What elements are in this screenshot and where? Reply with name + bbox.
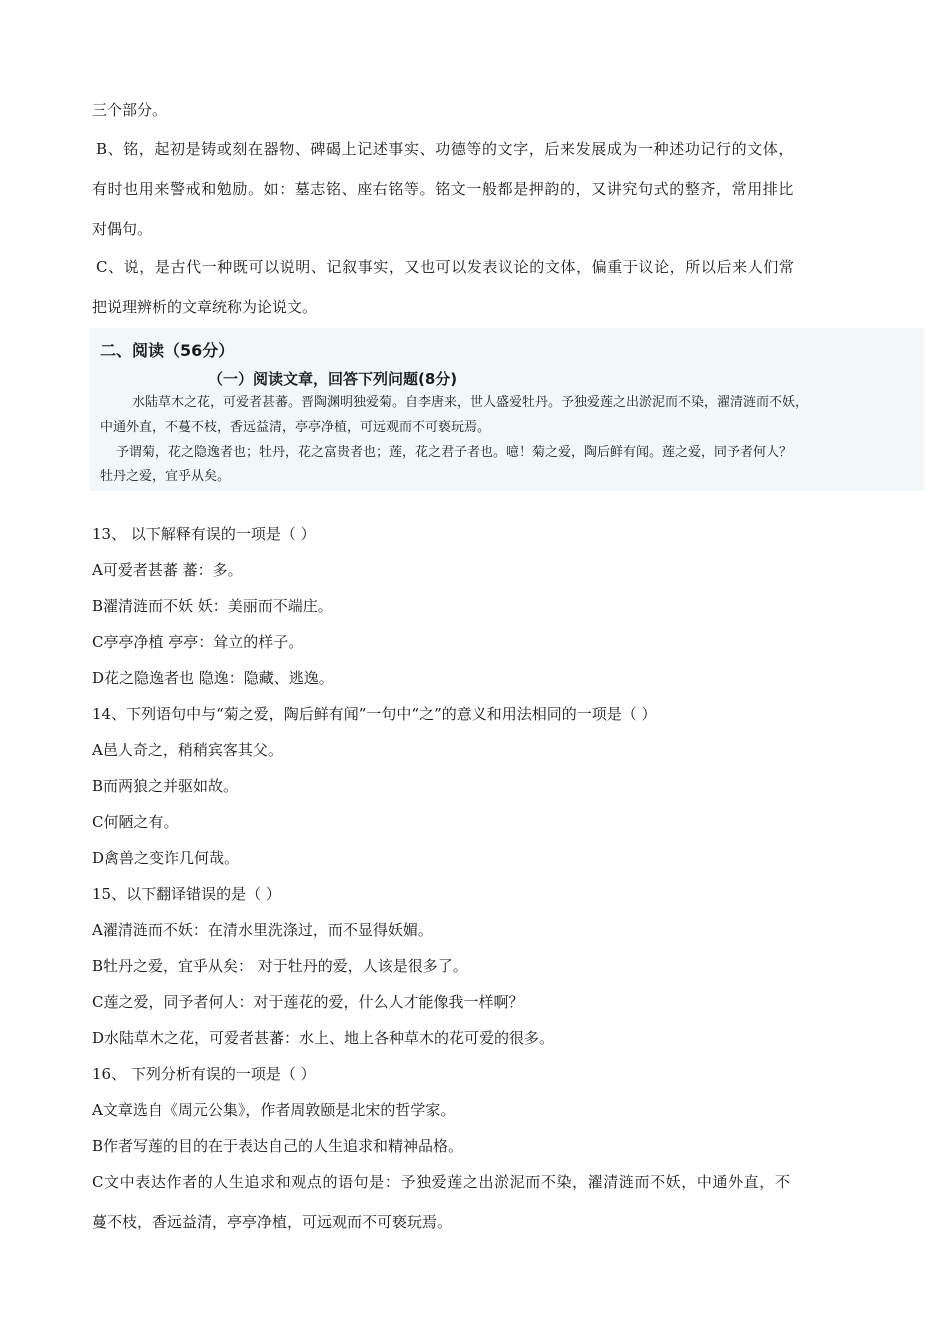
item-c-line: C、说，是古代一种既可以说明、记叙事实，又也可以发表议论的文体，偏重于议论，所以后来人们常 xyxy=(96,258,795,276)
question-stem: 16、 下列分析有误的一项是（ ） xyxy=(92,1065,316,1083)
question-stem: 15、以下翻译错误的是（ ） xyxy=(92,885,281,903)
question-option: C文中表达作者的人生追求和观点的语句是：予独爱莲之出淤泥而不染，濯清涟而不妖，中通外直，不 xyxy=(92,1173,791,1191)
passage-subtitle: （一）阅读文章，回答下列问题(8分) xyxy=(208,370,458,388)
question-stem: 14、下列语句中与“菊之爱，陶后鲜有闻”一句中“之”的意义和用法相同的一项是（ ） xyxy=(92,705,657,723)
question-option: A濯清涟而不妖：在清水里洗涤过，而不显得妖媚。 xyxy=(92,921,433,939)
question-option: B作者写莲的目的在于表达自己的人生追求和精神品格。 xyxy=(92,1137,464,1155)
passage-line: 水陆草木之花，可爱者甚蕃。晋陶渊明独爱菊。自李唐来，世人盛爱牡丹。予独爱莲之出淤泥而不染，濯清涟而不妖， xyxy=(132,395,809,410)
question-option: B而两狼之并驱如故。 xyxy=(92,777,239,795)
question-option: B牡丹之爱，宜乎从矣： 对于牡丹的爱，人该是很多了。 xyxy=(92,957,468,975)
question-option: D花之隐逸者也 隐逸：隐藏、逃逸。 xyxy=(92,669,334,687)
item-b-line: 有时也用来警戒和勉励。如：墓志铭、座右铭等。铭文一般都是押韵的，又讲究句式的整齐，常用排比 xyxy=(92,180,795,198)
question-option: A文章选自《周元公集》，作者周敦颐是北宋的哲学家。 xyxy=(92,1101,456,1119)
question-option: D禽兽之变诈几何哉。 xyxy=(92,849,240,867)
question-option: C莲之爱，同予者何人：对于莲花的爱，什么人才能像我一样啊？ xyxy=(92,993,524,1011)
item-b-line: 对偶句。 xyxy=(92,220,153,238)
question-option: A可爱者甚蕃 蕃：多。 xyxy=(92,561,243,579)
question-option: B濯清涟而不妖 妖：美丽而不端庄。 xyxy=(92,597,333,615)
question-option: C亭亭净植 亭亭：耸立的样子。 xyxy=(92,633,304,651)
question-option: C何陋之有。 xyxy=(92,813,179,831)
question-option: 蔓不枝，香远益清，亭亭净植，可远观而不可亵玩焉。 xyxy=(92,1213,453,1231)
reading-passage-box xyxy=(90,328,924,491)
question-stem: 13、 以下解释有误的一项是（ ） xyxy=(92,525,316,543)
question-option: D水陆草木之花，可爱者甚蕃：水上、地上各种草木的花可爱的很多。 xyxy=(92,1029,555,1047)
intro-line: 三个部分。 xyxy=(92,101,168,119)
question-option: A邑人奇之，稍稍宾客其父。 xyxy=(92,741,283,759)
passage-line: 中通外直，不蔓不枝，香远益清，亭亭净植，可远观而不可亵玩焉。 xyxy=(100,420,491,435)
item-c-line: 把说理辨析的文章统称为论说文。 xyxy=(92,298,318,316)
passage-line: 牡丹之爱，宜乎从矣。 xyxy=(100,469,231,484)
section-title: 二、阅读（56分） xyxy=(100,341,235,360)
item-b-line: B、铭，起初是铸或刻在器物、碑碣上记述事实、功德等的文字，后来发展成为一种述功记行的文体， xyxy=(96,140,795,158)
passage-line: 予谓菊，花之隐逸者也；牡丹，花之富贵者也；莲，花之君子者也。噫！菊之爱，陶后鲜有闻。莲之爱，同予者何人？ xyxy=(116,445,793,460)
